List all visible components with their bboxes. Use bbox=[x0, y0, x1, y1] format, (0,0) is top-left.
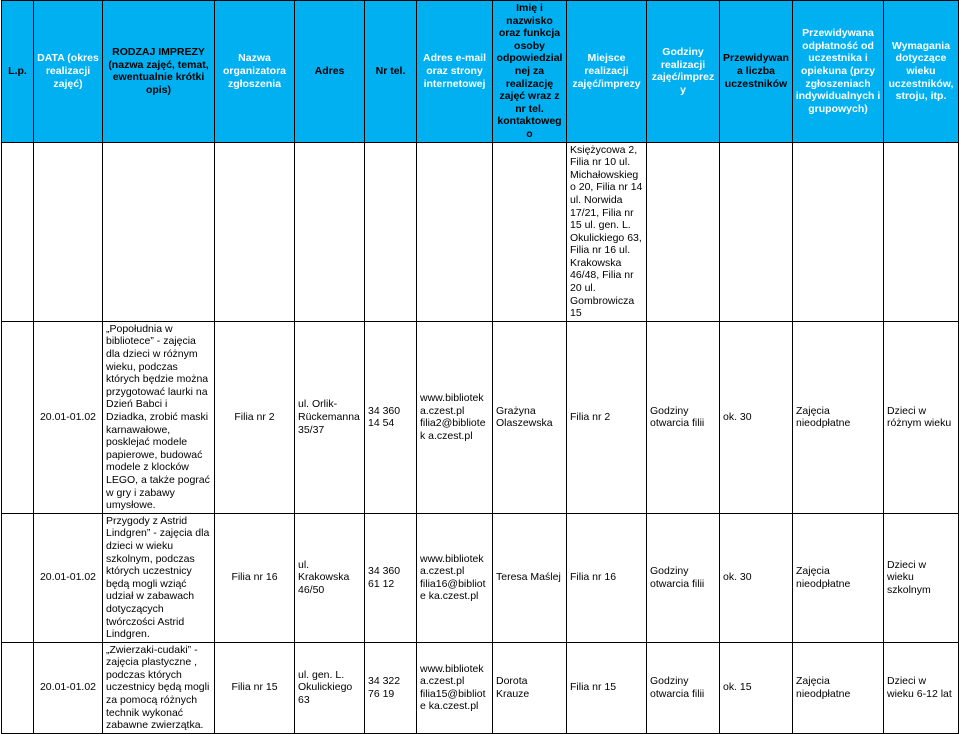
cell-adres: ul. Orlik-Rückemanna 35/37 bbox=[295, 321, 365, 513]
header-rodzaj: RODZAJ IMPREZY (nazwa zajęć, temat, ewentualnie krótki opis) bbox=[103, 1, 215, 143]
cell-email bbox=[417, 642, 493, 733]
table-row bbox=[2, 642, 959, 733]
table-row bbox=[2, 513, 959, 642]
cell-godziny: Godziny otwarcia filii bbox=[647, 321, 720, 513]
events-table bbox=[1, 0, 959, 734]
cell-osoba: Dorota Krauze bbox=[493, 642, 567, 733]
cell-wymagania: Dzieci w różnym wieku bbox=[884, 321, 959, 513]
email-link[interactable]: filia2@bibliotek a.czest.pl bbox=[420, 417, 486, 442]
email-link[interactable]: filia15@bibliote ka.czest.pl bbox=[420, 687, 486, 713]
header-godziny: Godziny realizacji zajęć/imprezy bbox=[647, 1, 720, 143]
cell-organizator: Filia nr 15 bbox=[215, 642, 295, 733]
header-osoba: Imię i nazwisko oraz funkcja osoby odpowiedzialnej za realizację zajęć wraz z nr tel. kontaktowego bbox=[493, 1, 567, 143]
cell-organizator: Filia nr 2 bbox=[215, 321, 295, 513]
cell-data: 20.01-01.02 bbox=[34, 321, 103, 513]
email-link[interactable]: filia16@bibliote ka.czest.pl bbox=[420, 577, 486, 603]
cell-email bbox=[417, 513, 493, 642]
header-liczba: Przewidywana liczba uczestników bbox=[720, 1, 793, 143]
cell-adres: ul. gen. L. Okulickiego 63 bbox=[295, 642, 365, 733]
header-lp: L.p. bbox=[2, 1, 34, 143]
cell-miejsce: Księżycowa 2, Filia nr 10 ul. Michałowskiego 20, Filia nr 14 ul. Norwida 17/21, Filia nr 15 ul. gen. L. Okulickiego 63, Filia nr 16 ul. Krakowska 46/48, Filia nr 20 ul. Gombrowicza 15 bbox=[567, 142, 647, 321]
cell-rodzaj: „Popołudnia w bibliotece” - zajęcia dla dzieci w różnym wieku, podczas których będzie można przygotować laurki na Dzień Babci i Dziadka, zrobić maski karnawałowe, posklejać modele papierowe, budować modele z klocków LEGO, a także pograć w gry i zabawy umysłowe. bbox=[103, 321, 215, 513]
cell-godziny: Godziny otwarcia filii bbox=[647, 642, 720, 733]
header-row bbox=[2, 1, 959, 143]
table-row bbox=[2, 142, 959, 321]
cell-tel: 34 360 14 54 bbox=[365, 321, 417, 513]
www-link[interactable]: www.biblioteka.czest.pl bbox=[420, 662, 484, 688]
header-organizator: Nazwa organizatora zgłoszenia bbox=[215, 1, 295, 143]
header-wymagania: Wymagania dotyczące wieku uczestników, stroju, itp. bbox=[884, 1, 959, 143]
cell-osoba: Grażyna Olaszewska bbox=[493, 321, 567, 513]
www-link[interactable]: www.biblioteka.czest.pl bbox=[420, 392, 484, 417]
cell-rodzaj: Przygody z Astrid Lindgren” - zajęcia dla dzieci w wieku szkolnym, podczas których uczestnicy będą mogli wziąć udział w zabawach dotyczących twórczości Astrid Lindgren. bbox=[103, 513, 215, 642]
header-adres: Adres bbox=[295, 1, 365, 143]
cell-odplatnosc: Zajęcia nieodpłatne bbox=[793, 642, 884, 733]
cell-email bbox=[417, 321, 493, 513]
header-miejsce: Miejsce realizacji zajęć/imprezy bbox=[567, 1, 647, 143]
cell-organizator: Filia nr 16 bbox=[215, 513, 295, 642]
cell-wymagania: Dzieci w wieku 6-12 lat bbox=[884, 642, 959, 733]
www-link[interactable]: www.biblioteka.czest.pl bbox=[420, 552, 484, 578]
cell-liczba: ok. 30 bbox=[720, 321, 793, 513]
cell-adres: ul. Krakowska 46/50 bbox=[295, 513, 365, 642]
cell-miejsce: Filia nr 2 bbox=[567, 321, 647, 513]
header-odplatnosc: Przewidywana odpłatność od uczestnika i opiekuna (przy zgłoszeniach indywidualnych i grupowych) bbox=[793, 1, 884, 143]
header-data: DATA (okres realizacji zajęć) bbox=[34, 1, 103, 143]
cell-data: 20.01-01.02 bbox=[34, 513, 103, 642]
cell-godziny: Godziny otwarcia filii bbox=[647, 513, 720, 642]
cell-liczba: ok. 30 bbox=[720, 513, 793, 642]
cell-wymagania: Dzieci w wieku szkolnym bbox=[884, 513, 959, 642]
header-email: Adres e-mail oraz strony internetowej bbox=[417, 1, 493, 143]
cell-miejsce: Filia nr 15 bbox=[567, 642, 647, 733]
cell-miejsce: Filia nr 16 bbox=[567, 513, 647, 642]
cell-data: 20.01-01.02 bbox=[34, 642, 103, 733]
cell-osoba: Teresa Maślej bbox=[493, 513, 567, 642]
cell-tel: 34 360 61 12 bbox=[365, 513, 417, 642]
table-row bbox=[2, 321, 959, 513]
cell-tel: 34 322 76 19 bbox=[365, 642, 417, 733]
cell-liczba: ok. 15 bbox=[720, 642, 793, 733]
header-tel: Nr tel. bbox=[365, 1, 417, 143]
cell-rodzaj: „Zwierzaki-cudaki” - zajęcia plastyczne , podczas których uczestnicy będą mogli za pomocą różnych technik wykonać zabawne zwierzątka. bbox=[103, 642, 215, 733]
cell-odplatnosc: Zajęcia nieodpłatne bbox=[793, 321, 884, 513]
cell-odplatnosc: Zajęcia nieodpłatne bbox=[793, 513, 884, 642]
